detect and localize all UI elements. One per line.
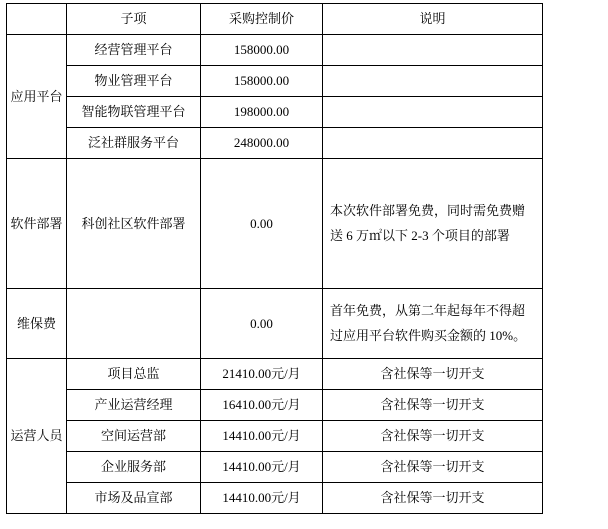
row-price: 0.00 (201, 289, 323, 359)
row-item: 物业管理平台 (67, 66, 201, 97)
row-price: 0.00 (201, 159, 323, 289)
row-item: 泛社群服务平台 (67, 128, 201, 159)
header-item: 子项 (67, 4, 201, 35)
row-price: 158000.00 (201, 35, 323, 66)
row-note (323, 97, 543, 128)
table-row (7, 35, 543, 66)
row-note (323, 66, 543, 97)
table-row (7, 421, 543, 452)
table-row (7, 97, 543, 128)
category-application-platform (7, 35, 67, 159)
category-software-deployment (7, 159, 67, 289)
row-note: 含社保等一切开支 (323, 359, 543, 390)
row-item: 智能物联管理平台 (67, 97, 201, 128)
row-price: 158000.00 (201, 66, 323, 97)
table-row (7, 483, 543, 514)
row-note (323, 289, 543, 359)
procurement-price-table (6, 3, 543, 514)
row-note: 含社保等一切开支 (323, 421, 543, 452)
header-category (7, 4, 67, 35)
row-item: 产业运营经理 (67, 390, 201, 421)
table-row (7, 359, 543, 390)
row-note (323, 128, 543, 159)
header-note: 说明 (323, 4, 543, 35)
category-operations-staff (7, 359, 67, 514)
category-label: 软件部署 (10, 215, 63, 231)
row-price: 16410.00元/月 (201, 390, 323, 421)
header-price: 采购控制价 (201, 4, 323, 35)
row-item: 空间运营部 (67, 421, 201, 452)
row-note-text: 本次软件部署免费，同时需免费赠送 6 万㎡以下 2-3 个项目的部署 (330, 202, 526, 243)
category-label: 维保费 (16, 315, 56, 331)
row-note: 含社保等一切开支 (323, 483, 543, 514)
table-row (7, 159, 543, 289)
row-note-text: 首年免费，从第二年起每年不得超过应用平台软件购买金额的 10%。 (330, 302, 527, 343)
category-label: 运营人员 (10, 428, 63, 444)
row-price: 14410.00元/月 (201, 452, 323, 483)
row-item: 企业服务部 (67, 452, 201, 483)
row-price: 21410.00元/月 (201, 359, 323, 390)
row-price: 14410.00元/月 (201, 421, 323, 452)
table-row (7, 128, 543, 159)
table-row (7, 452, 543, 483)
table-row (7, 289, 543, 359)
row-price: 14410.00元/月 (201, 483, 323, 514)
category-label: 应用平台 (10, 88, 63, 104)
row-price: 248000.00 (201, 128, 323, 159)
row-item: 经营管理平台 (67, 35, 201, 66)
row-note: 含社保等一切开支 (323, 390, 543, 421)
row-price: 198000.00 (201, 97, 323, 128)
table-header-row (7, 4, 543, 35)
row-note (323, 159, 543, 289)
row-note (323, 35, 543, 66)
row-item: 市场及品宣部 (67, 483, 201, 514)
category-maintenance-fee (7, 289, 67, 359)
row-item: 项目总监 (67, 359, 201, 390)
row-note: 含社保等一切开支 (323, 452, 543, 483)
table-row (7, 390, 543, 421)
row-item (67, 289, 201, 359)
table-row (7, 66, 543, 97)
row-item: 科创社区软件部署 (67, 159, 201, 289)
document-page (0, 3, 608, 529)
